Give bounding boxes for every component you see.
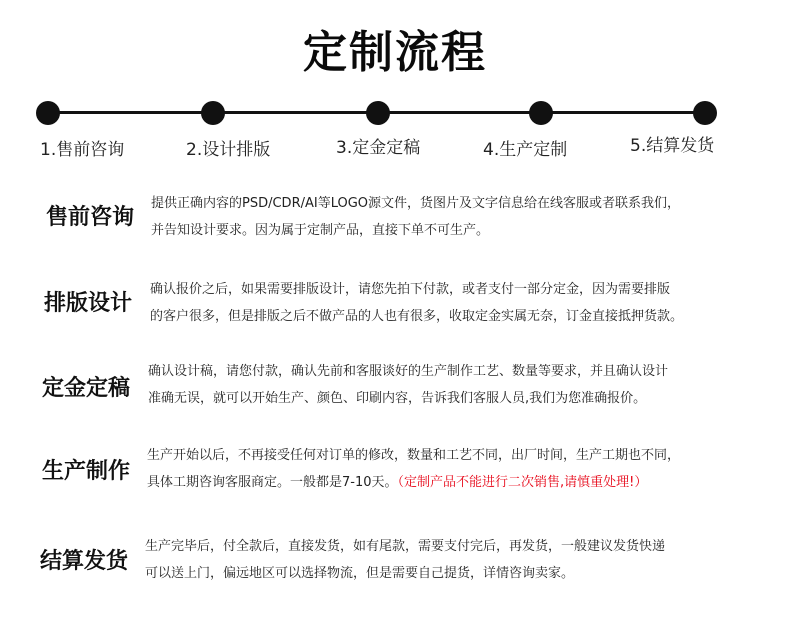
section-body-consult — [151, 190, 680, 244]
section-line: 准确无误，就可以开始生产、颜色、印刷内容，告诉我们客服人员,我们为您准确报价。 — [148, 391, 647, 406]
timeline-dot-1 — [36, 101, 60, 125]
section-line: 确认设计稿，请您付款，确认先前和客服谈好的生产制作工艺、数量等要求，并且确认设计 — [148, 364, 669, 379]
section-line-text: 具体工期咨询客服商定。一般都是7-10天。 — [147, 475, 398, 490]
section-line: 并告知设计要求。因为属于定制产品，直接下单不可生产。 — [151, 223, 490, 238]
section-heading-deposit: 定金定稿 — [42, 376, 131, 401]
timeline-dot-2 — [201, 101, 225, 125]
warning-notice: （定制产品不能进行二次销售,请慎重处理!） — [397, 475, 648, 490]
section-body-production — [147, 442, 680, 496]
section-line: 生产完毕后，付全款后，直接发货，如有尾款，需要支付完后，再发货，一般建议发货快递 — [145, 539, 666, 554]
timeline-dot-3 — [366, 101, 390, 125]
section-heading-production: 生产制作 — [42, 459, 131, 484]
section-line: 提供正确内容的PSD/CDR/AI等LOGO源文件，货图片及文字信息给在线客服或者联系我们， — [151, 196, 681, 211]
section-line — [147, 469, 680, 496]
section-line: 可以送上门，偏远地区可以选择物流，但是需要自己提货，详情咨询卖家。 — [145, 566, 575, 581]
page-title: 定制流程 — [303, 27, 487, 78]
section-heading-design: 排版设计 — [44, 291, 133, 316]
section-body-deposit — [148, 358, 668, 412]
timeline-dot-5 — [693, 101, 717, 125]
section-body-design — [150, 276, 683, 330]
section-body-delivery — [145, 533, 665, 587]
section-line: 的客户很多，但是排版之后不做产品的人也有很多，收取定金实属无奈，订金直接抵押货款。 — [150, 309, 684, 324]
section-heading-delivery: 结算发货 — [40, 549, 129, 574]
section-line: 生产开始以后，不再接受任何对订单的修改，数量和工艺不同，出厂时间，生产工期也不同， — [147, 448, 681, 463]
step-label-4: 4.生产定制 — [483, 140, 568, 160]
section-heading-consult: 售前咨询 — [46, 205, 135, 230]
section-line: 确认报价之后，如果需要排版设计，请您先拍下付款，或者支付一部分定金，因为需要排版 — [150, 282, 671, 297]
step-label-3: 3.定金定稿 — [336, 138, 421, 158]
timeline-dot-4 — [529, 101, 553, 125]
step-label-5: 5.结算发货 — [630, 136, 715, 156]
step-label-1: 1.售前咨询 — [40, 140, 125, 160]
step-label-2: 2.设计排版 — [186, 140, 271, 160]
process-timeline — [0, 98, 790, 128]
